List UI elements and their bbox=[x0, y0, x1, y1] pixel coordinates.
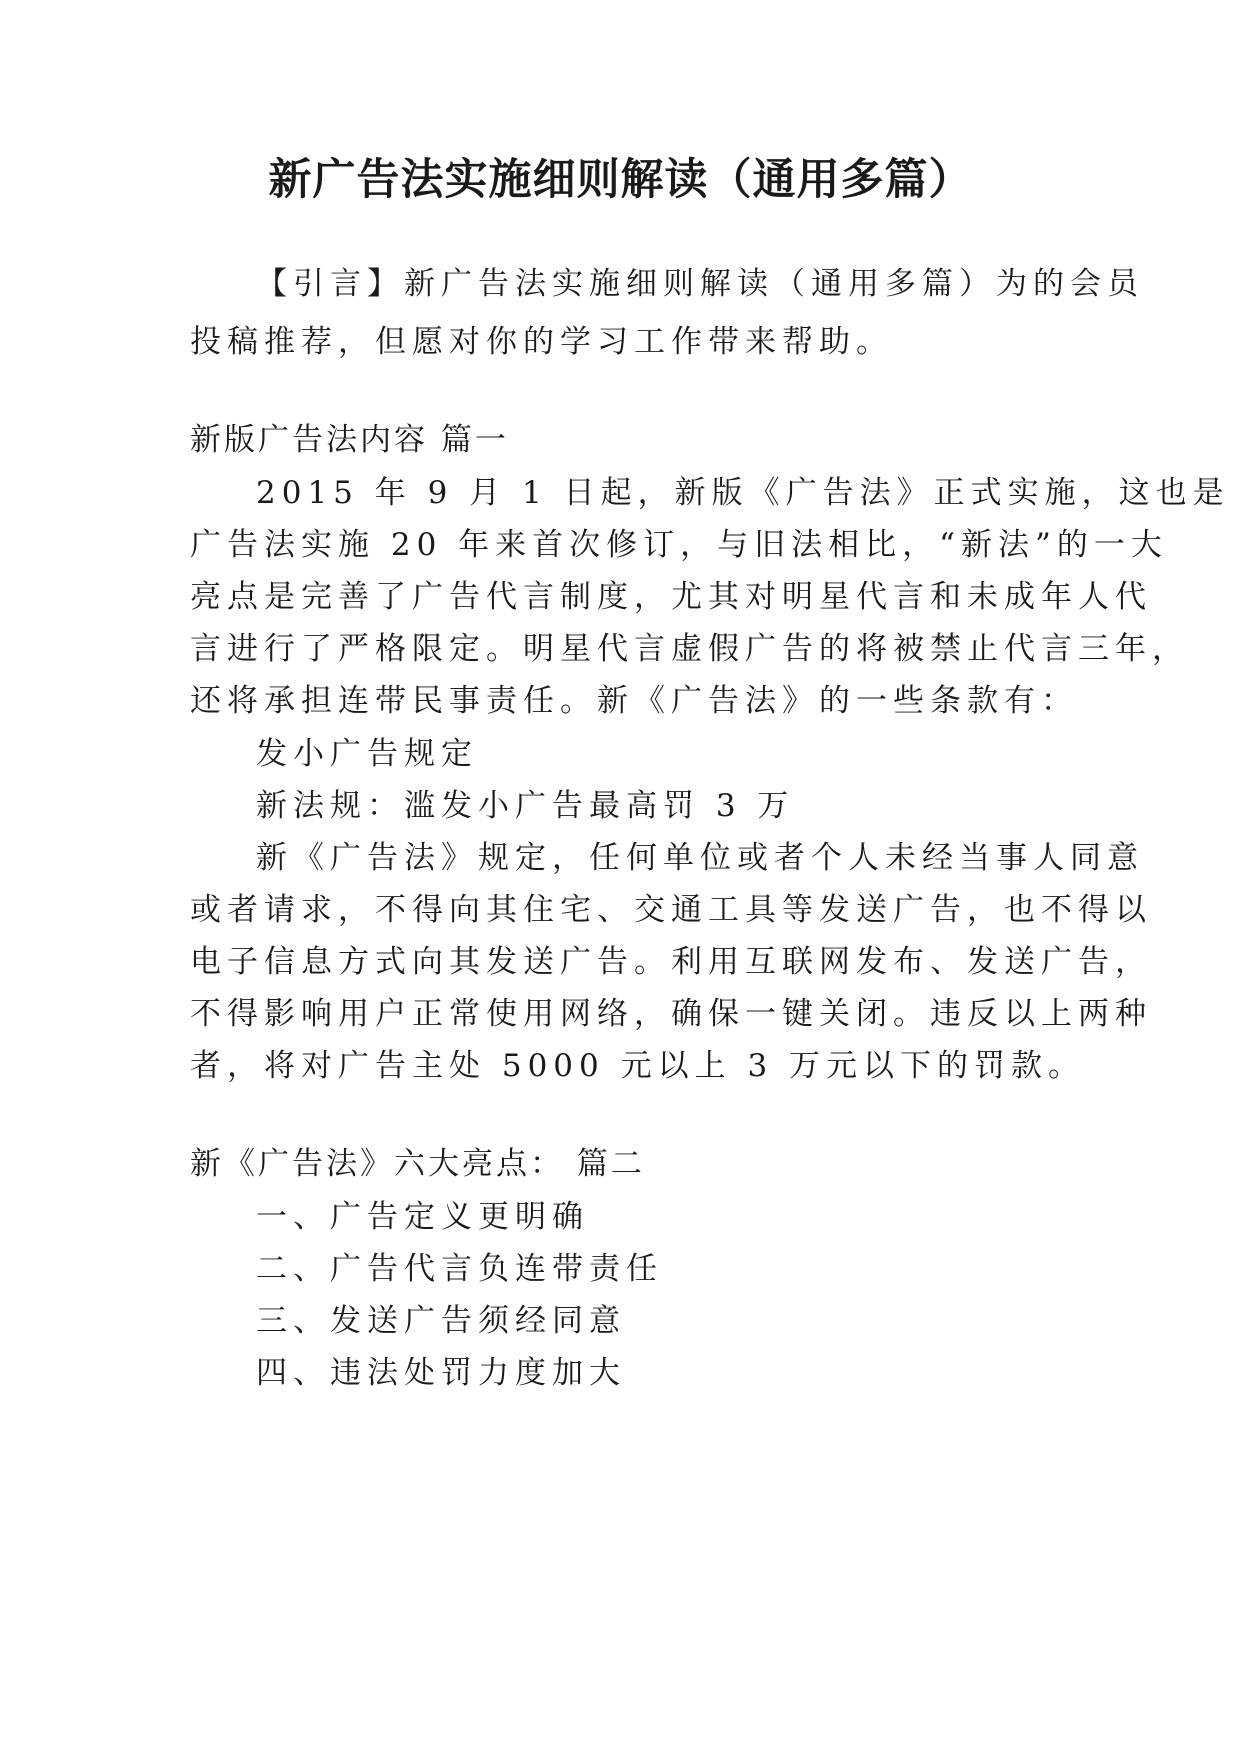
list-item: 一、广告定义更明确 bbox=[256, 1199, 589, 1235]
paragraph-line: 亮点是完善了广告代言制度，尤其对明星代言和未成年人代 bbox=[190, 579, 1152, 615]
section-heading: 新《广告法》六大亮点： 篇二 bbox=[190, 1146, 645, 1182]
paragraph-line: 电子信息方式向其发送广告。利用互联网发布、发送广告， bbox=[190, 944, 1152, 980]
paragraph-line: 还将承担连带民事责任。新《广告法》的一些条款有： bbox=[190, 683, 1078, 719]
list-item: 二、广告代言负连带责任 bbox=[256, 1251, 663, 1287]
paragraph-line: 或者请求，不得向其住宅、交通工具等发送广告，也不得以 bbox=[190, 892, 1152, 928]
subheading: 新法规：滥发小广告最高罚 3 万 bbox=[256, 788, 795, 824]
paragraph-line: 广告法实施 20 年来首次修订，与旧法相比，“新法”的一大 bbox=[190, 527, 1168, 563]
paragraph-line: 新《广告法》规定，任何单位或者个人未经当事人同意 bbox=[256, 840, 1144, 876]
document-title: 新广告法实施细则解读（通用多篇） bbox=[268, 155, 973, 205]
subheading: 发小广告规定 bbox=[256, 736, 478, 772]
paragraph-line: 2015 年 9 月 1 日起，新版《广告法》正式实施，这也是 bbox=[256, 475, 1230, 511]
paragraph-line: 者，将对广告主处 5000 元以上 3 万元以下的罚款。 bbox=[190, 1048, 1086, 1084]
section-heading: 新版广告法内容 篇一 bbox=[190, 422, 509, 458]
list-item: 三、发送广告须经同意 bbox=[256, 1303, 626, 1339]
paragraph-line: 不得影响用户正常使用网络，确保一键关闭。违反以上两种 bbox=[190, 996, 1152, 1032]
intro-line: 【引言】新广告法实施细则解读（通用多篇）为的会员 bbox=[256, 266, 1144, 302]
intro-line: 投稿推荐，但愿对你的学习工作带来帮助。 bbox=[190, 324, 893, 360]
paragraph-line: 言进行了严格限定。明星代言虚假广告的将被禁止代言三年， bbox=[190, 631, 1189, 667]
list-item: 四、违法处罚力度加大 bbox=[256, 1355, 626, 1391]
